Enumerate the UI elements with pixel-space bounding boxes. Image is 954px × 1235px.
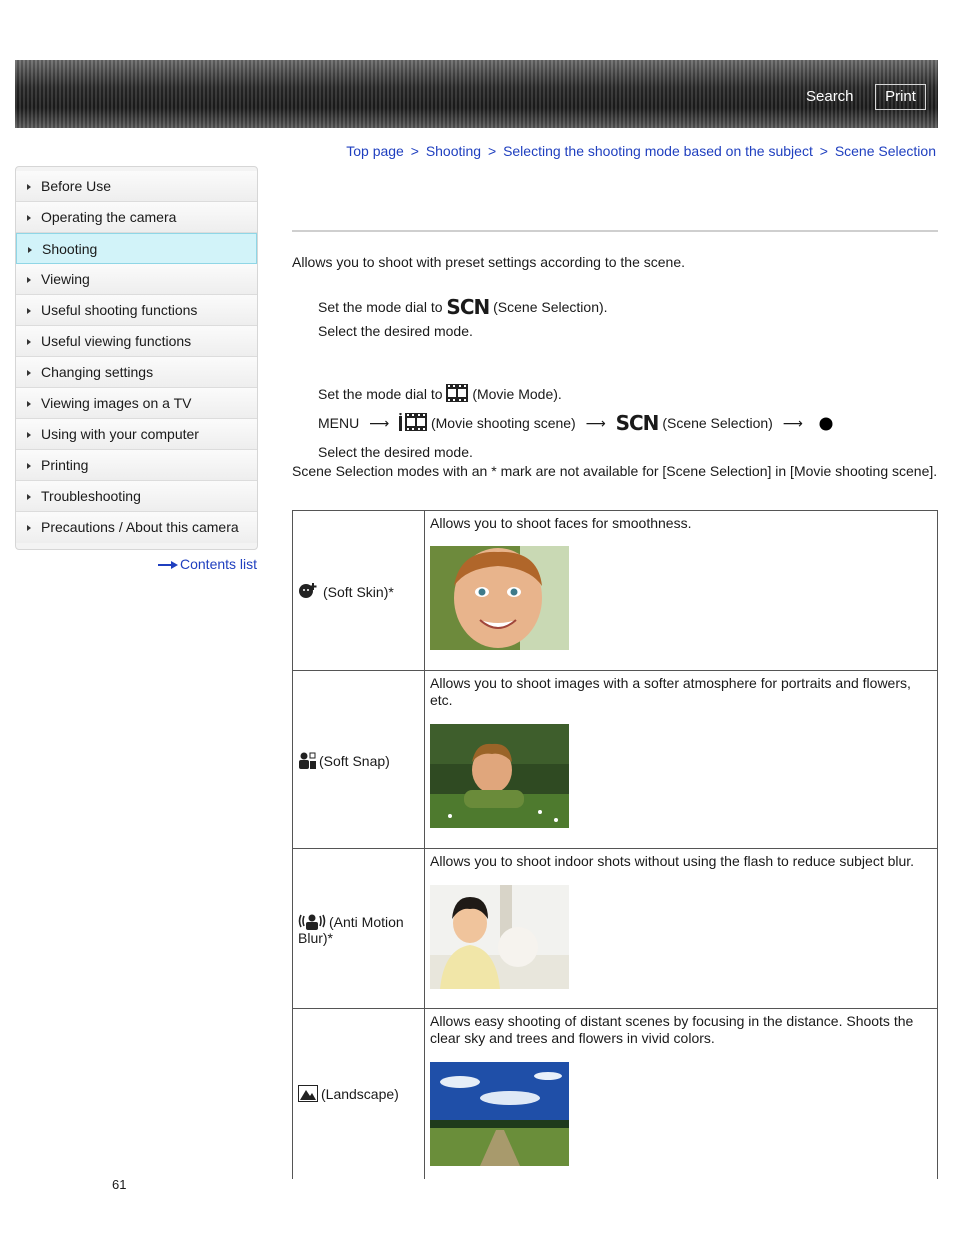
- breadcrumb: [346, 143, 936, 159]
- mode-description: Allows you to shoot faces for smoothness.: [430, 515, 692, 531]
- mode-description: Allows you to shoot images with a softer atmosphere for portraits and flowers, etc.: [430, 675, 911, 708]
- sidebar-item-label: Before Use: [41, 178, 112, 194]
- table-row: [293, 671, 938, 849]
- triangle-right-icon: [27, 339, 31, 345]
- soft-skin-sample-image: [430, 546, 569, 650]
- scn-icon: SCN: [446, 295, 490, 319]
- sidebar-item-troubleshooting[interactable]: [16, 481, 257, 512]
- breadcrumb-separator: >: [819, 143, 828, 159]
- triangle-right-icon: [27, 494, 31, 500]
- center-button-icon: [819, 417, 833, 431]
- mode-name-cell: [293, 1009, 425, 1179]
- triangle-right-icon: [27, 308, 31, 314]
- soft-skin-icon: [298, 582, 320, 600]
- search-link[interactable]: Search: [806, 88, 854, 105]
- landscape-icon: [298, 1085, 318, 1102]
- step-text: (Movie Mode).: [472, 386, 562, 402]
- sidebar-item-printing[interactable]: [16, 450, 257, 481]
- right-arrow-icon: [158, 561, 178, 569]
- triangle-right-icon: [27, 401, 31, 407]
- sidebar-item-precautions-about-this-camera[interactable]: [16, 512, 257, 543]
- mode-description-cell: [425, 511, 938, 671]
- soft-snap-sample-image: [430, 724, 569, 828]
- triangle-right-icon: [27, 184, 31, 190]
- table-row: [293, 511, 938, 671]
- table-row: [293, 1009, 938, 1179]
- triangle-right-icon: [27, 432, 31, 438]
- mode-name: (Soft Snap): [319, 752, 390, 769]
- right-arrow-icon: ⟶: [782, 415, 803, 431]
- step-text: Set the mode dial to: [318, 386, 443, 402]
- breadcrumb-shooting[interactable]: Shooting: [425, 143, 482, 159]
- contents-list-label: Contents list: [180, 556, 258, 572]
- sidebar-item-label: Viewing images on a TV: [41, 395, 192, 411]
- menu-label: MENU: [318, 415, 360, 431]
- sidebar-item-label: Viewing: [41, 271, 90, 287]
- sidebar-item-viewing-images-on-a-tv[interactable]: [16, 388, 257, 419]
- mode-description: Allows you to shoot indoor shots without using the flash to reduce subject blur.: [430, 853, 915, 869]
- movie-scene-icon: [399, 413, 427, 431]
- step-text: (Scene Selection).: [493, 299, 608, 315]
- soft-snap-icon: [298, 751, 316, 769]
- sidebar-item-label: Changing settings: [41, 364, 154, 380]
- mode-name: (Landscape): [321, 1086, 399, 1103]
- triangle-right-icon: [28, 247, 32, 253]
- print-button[interactable]: Print: [875, 84, 926, 110]
- mode-description: Allows easy shooting of distant scenes by focusing in the distance. Shoots the clear sky and trees and flowers in vivid colors.: [430, 1013, 914, 1046]
- sidebar-nav: [15, 166, 258, 550]
- still-step-1: [318, 295, 608, 319]
- table-row: [293, 849, 938, 1009]
- sidebar-item-label: Troubleshooting: [41, 488, 141, 504]
- triangle-right-icon: [27, 463, 31, 469]
- scene-selection-label: (Scene Selection): [662, 415, 773, 431]
- movie-step-3: Select the desired mode.: [318, 444, 473, 460]
- sidebar-item-useful-viewing-functions[interactable]: [16, 326, 257, 357]
- intro-text: Allows you to shoot with preset settings according to the scene.: [292, 254, 685, 270]
- triangle-right-icon: [27, 525, 31, 531]
- movie-mode-icon: [446, 384, 468, 402]
- mode-name: (Soft Skin)*: [323, 583, 394, 600]
- breadcrumb-top-page[interactable]: Top page: [346, 143, 404, 159]
- sidebar-item-label: Precautions / About this camera: [41, 519, 239, 535]
- availability-note: Scene Selection modes with an * mark are not available for [Scene Selection] in [Movie shooting scene].: [292, 463, 938, 479]
- triangle-right-icon: [27, 215, 31, 221]
- right-arrow-icon: ⟶: [369, 415, 390, 431]
- sidebar-item-label: Operating the camera: [41, 209, 177, 225]
- sidebar-item-using-with-your-computer[interactable]: [16, 419, 257, 450]
- anti-motion-blur-icon: [298, 912, 326, 930]
- right-arrow-icon: ⟶: [585, 415, 606, 431]
- movie-step-2: [318, 411, 833, 435]
- still-step-2: Select the desired mode.: [318, 323, 473, 339]
- sidebar-item-changing-settings[interactable]: [16, 357, 257, 388]
- sidebar-item-before-use[interactable]: [16, 171, 257, 202]
- sidebar-item-label: Printing: [41, 457, 89, 473]
- breadcrumb-selecting-mode[interactable]: Selecting the shooting mode based on the subject: [503, 143, 813, 159]
- mode-name-cell: [293, 671, 425, 849]
- page-number: 61: [112, 1177, 127, 1192]
- sidebar-item-label: Useful viewing functions: [41, 333, 192, 349]
- mode-name-cell: [293, 849, 425, 1009]
- sidebar-item-viewing[interactable]: [16, 264, 257, 295]
- breadcrumb-separator: >: [487, 143, 497, 159]
- sidebar-item-operating-the-camera[interactable]: [16, 202, 257, 233]
- landscape-sample-image: [430, 1062, 569, 1166]
- mode-description-cell: [425, 849, 938, 1009]
- sidebar-item-shooting[interactable]: [16, 233, 257, 264]
- triangle-right-icon: [27, 277, 31, 283]
- mode-description-cell: [425, 1009, 938, 1179]
- scn-icon: SCN: [615, 411, 659, 435]
- breadcrumb-separator: >: [410, 143, 419, 159]
- sidebar-item-label: Using with your computer: [41, 426, 199, 442]
- mode-description-cell: [425, 671, 938, 849]
- sidebar-item-useful-shooting-functions[interactable]: [16, 295, 257, 326]
- anti-motion-blur-sample-image: [430, 885, 569, 989]
- breadcrumb-scene-selection[interactable]: Scene Selection: [834, 143, 936, 159]
- movie-step-1: [318, 384, 562, 402]
- step-text: Set the mode dial to: [318, 299, 443, 315]
- mode-name-cell: [293, 511, 425, 671]
- triangle-right-icon: [27, 370, 31, 376]
- title-divider: [292, 230, 938, 232]
- contents-list-link[interactable]: [158, 556, 257, 572]
- mode-name: (Anti Motion Blur)*: [298, 913, 404, 946]
- scene-modes-table: [292, 510, 938, 1179]
- header-bar: [15, 60, 938, 128]
- sidebar-item-label: Useful shooting functions: [41, 302, 198, 318]
- movie-scene-label: (Movie shooting scene): [430, 415, 576, 431]
- sidebar-item-label: Shooting: [42, 241, 98, 257]
